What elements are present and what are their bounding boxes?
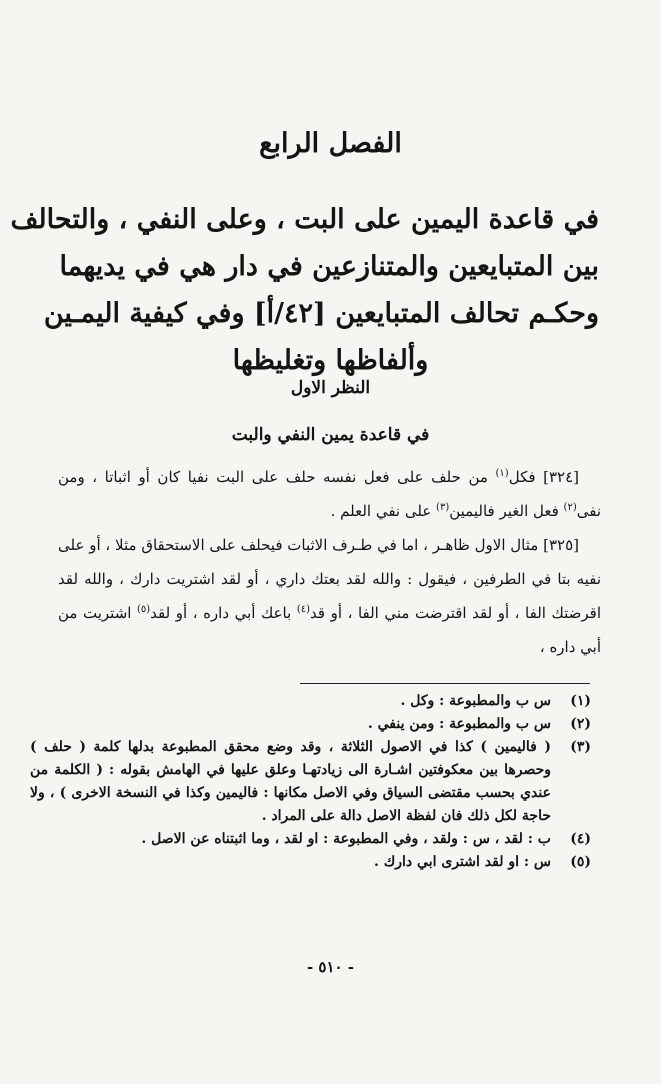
footnote-text: ( فاليمين ) كذا في الاصول الثلاثة ، وقد وضع محقق المطبوعة بدلها كلمة ( حلف ) وحصرها بين معكوفتين اشـارة الى زيادتهـا وعلق عليها في الهامش بقوله : ( الكلمة من عندي بحسب مقتضى السياق وفي الاصل مكانها : فاليمين وكذا في النسخة الاخرى ) ، ولا حاجة لكل ذلك فان لفظة الاصل دالة على المراد . xyxy=(30,739,551,824)
page-number: - ٥١٠ - xyxy=(306,958,355,976)
footnote-text: س ب والمطبوعة : وكل . xyxy=(400,693,551,709)
footnote-number: (٥) xyxy=(570,854,591,870)
footnote xyxy=(30,690,591,713)
text-run: باعك أبي داره ، أو لقد xyxy=(150,604,297,622)
chapter-title: الفصل الرابع xyxy=(259,128,402,159)
section-title: النظر الاول xyxy=(290,378,371,398)
body-text xyxy=(58,460,601,664)
footnote-marker[interactable]: (٥) xyxy=(136,604,151,615)
paragraph xyxy=(58,528,601,664)
footnotes xyxy=(30,690,591,874)
text-run: من حلف على فعل نفسه حلف على البت نفيا كان أو اثباتا ، ومن نفى xyxy=(58,468,601,520)
footnote-marker[interactable]: (٣) xyxy=(436,502,450,513)
paragraph xyxy=(58,460,601,528)
footnote-number: (٣) xyxy=(570,739,591,755)
footnote-text: س : او لقد اشترى ابي دارك . xyxy=(373,854,551,870)
footnote xyxy=(30,736,591,828)
footnote-text: س ب والمطبوعة : ومن ينفي . xyxy=(367,716,551,732)
subsection-title: في قاعدة يمين النفي والبت xyxy=(231,425,430,445)
chapter-heading-line: وألفاظها وتغليظها xyxy=(232,345,429,376)
text-run: على نفي العلم . xyxy=(330,502,437,520)
footnote-number: (١) xyxy=(570,693,591,709)
footnote-marker[interactable]: (٢) xyxy=(563,502,577,513)
chapter-heading-line: بين المتبايعين والمتنازعين في دار هي في يديهما xyxy=(59,251,599,282)
chapter-heading-line: وحكـم تحالف المتبايعين [٤٢/أ] وفي كيفية اليمـين xyxy=(43,298,599,329)
footnote xyxy=(30,713,591,736)
text-run: اشتريت من أبي داره ، xyxy=(58,604,601,656)
footnote xyxy=(30,851,591,874)
text-run: فعل الغير فاليمين xyxy=(449,502,564,520)
footnote-text: ب : لقد ، س : ولقد ، وفي المطبوعة : او لقد ، وما اثبتناه عن الاصل . xyxy=(141,831,551,847)
text-run: مثال الاول ظاهـر ، اما في طـرف الاثبات فيحلف على الاستحقاق مثلا ، أو على نفيه بتا في الطرفين ، فيقول : والله لقد بعتك داري ، أو لقد اشتريت دارك ، والله لقد اقرضتك الفا ، أو لقد اقترضت مني الفا ، أو قد xyxy=(58,536,601,622)
paragraph-number: [٣٢٤] xyxy=(535,468,579,486)
paragraph-number: [٣٢٥] xyxy=(538,536,579,554)
chapter-heading-line: في قاعدة اليمين على البت ، وعلى النفي ، والتحالف xyxy=(10,204,599,235)
text-run: فكل xyxy=(508,468,536,486)
footnote-number: (٢) xyxy=(570,716,591,732)
footnote-marker[interactable]: (١) xyxy=(495,468,509,479)
footnote xyxy=(30,828,591,851)
footnote-divider xyxy=(300,683,590,684)
footnote-marker[interactable]: (٤) xyxy=(296,604,311,615)
chapter-heading xyxy=(10,196,599,384)
footnote-number: (٤) xyxy=(570,831,591,847)
